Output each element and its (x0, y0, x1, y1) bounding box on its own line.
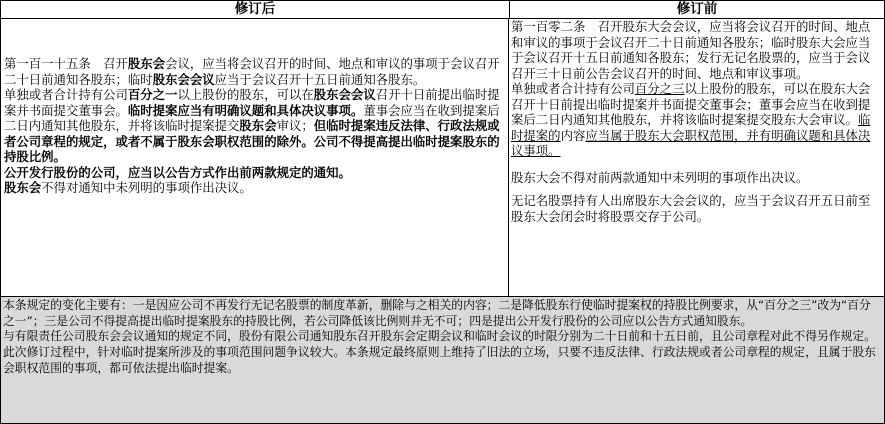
text-run: 股东会 (239, 118, 277, 133)
original-column-header: 修订前 (676, 1, 718, 17)
text-run: 应当属于股东大会职权范围，并有明确议题和具体决议事项。 (511, 127, 871, 158)
text-run: 股东大会不得对前两款通知中未列明的事项作出决议。 (511, 169, 809, 185)
original-paragraph-1 (511, 19, 882, 81)
text-run: 审议； (276, 118, 314, 133)
text-run: 股东会 (4, 180, 42, 195)
original-paragraph-4 (511, 193, 882, 224)
revised-paragraph-2 (4, 87, 505, 165)
revised-column-header: 修订后 (1, 1, 510, 18)
revised-paragraph-4 (4, 180, 505, 196)
revised-paragraph-3 (4, 165, 505, 181)
revised-paragraph-1 (4, 56, 505, 87)
table-body-row (1, 19, 884, 297)
text-run: 临时提案的 (511, 112, 871, 143)
text-run: 但临时提案违反法律、行政法规或者公司章程的规定，或者不属于股东会职权范围的除外。公司不得提高提出临时提案股东的持股比例。 (4, 118, 500, 164)
text-run: 股东会会议 (313, 87, 376, 102)
text-run: 单独或者合计持有公司 (511, 81, 635, 96)
text-run: 股东会 (127, 56, 166, 71)
text-run: 百分之一 (127, 87, 178, 102)
original-paragraph-3 (511, 170, 882, 186)
note-paragraph-3: 此次修订过程中，针对临时提案所涉及的事项范围问题争议较大。本条规定最终原则上维持了旧法的立场，只要不违反法律、行政法规或者公司章程的规定，且属于股东会职权范围的事项，都可依法提出临时提案。 (3, 345, 876, 375)
text-run: 不得对通知中未列明的事项作出决议。 (41, 180, 252, 195)
note-paragraph-1: 本条规定的变化主要有：一是因应公司不再发行无记名股票的制度革新，删除与之相关的内容；二是降低股东行使临时提案权的持股比例要求，从“百分之三”改为“百分之一”；三是公司不得提高提出临时提案股东的持股比例，若公司降低该比例则并无不可；四是提出公开发行股份的公司应以公告方式通知股东。 (3, 298, 871, 328)
text-run: 无记名股票持有人出席股东大会会议的，应当于会议召开五日前至股东大会闭会时将股票交存于公司。 (511, 193, 871, 224)
text-run: 内容 (560, 127, 586, 143)
text-run: 以上股份的股东，可以在股东大会召开十日前提出临时提案并书面提交董事会；董事会应当在收到提案后二日内通知其他股东，并将该临时提案提交股东大会审议。 (511, 81, 871, 127)
text-run: 应当于会议召开十五日前通知各股东。 (214, 71, 426, 87)
text-run: 董事会应当在收到提案后二日内通知其他股东，并将该临时提案提交 (4, 102, 500, 133)
original-paragraph-2 (511, 81, 882, 159)
text-run: 以上股份的股东，可以在 (177, 87, 314, 102)
text-run: 第一百零二条 召开股东大会会议，应当将会议召开的时间、地点和审议的事项于会议召开二十日前通知各股东；临时股东大会应当于会议召开十五日前通知各股东；发行无记名股票的，应当于会议召开三十日前公告会议召开的时间、地点和审议事项。 (511, 19, 871, 81)
text-run: 股东会会议 (152, 71, 215, 87)
text-run: 临时提案应当有明确议题和具体决议事项。 (127, 102, 364, 118)
note-paragraph-2: 与有限责任公司股东会会议通知的规定不同，股份有限公司通知股东召开股东会定期会议和临时会议的时限分别为二十日前和十五日前，且公司章程对此不得另作规定。 (3, 329, 876, 344)
text-run: 召开十日前提出临时提案并书面提交董事会。 (4, 87, 500, 118)
table-header-row (1, 1, 884, 19)
text-run: 单独或者合计持有公司 (4, 87, 128, 102)
text-run: 第一百一十五条 召开 (4, 56, 128, 71)
original-text-cell (509, 19, 884, 296)
text-run: 百分之三 (634, 81, 685, 96)
commentary-note (1, 297, 884, 423)
text-run: 会议，应当将会议召开的时间、地点和审议的事项于会议召开二十日前通知各股东；临时 (4, 56, 500, 87)
revised-text-cell (1, 19, 509, 296)
text-run: 公开发行股份的公司，应当以公告方式作出前两款规定的通知。 (4, 164, 351, 180)
